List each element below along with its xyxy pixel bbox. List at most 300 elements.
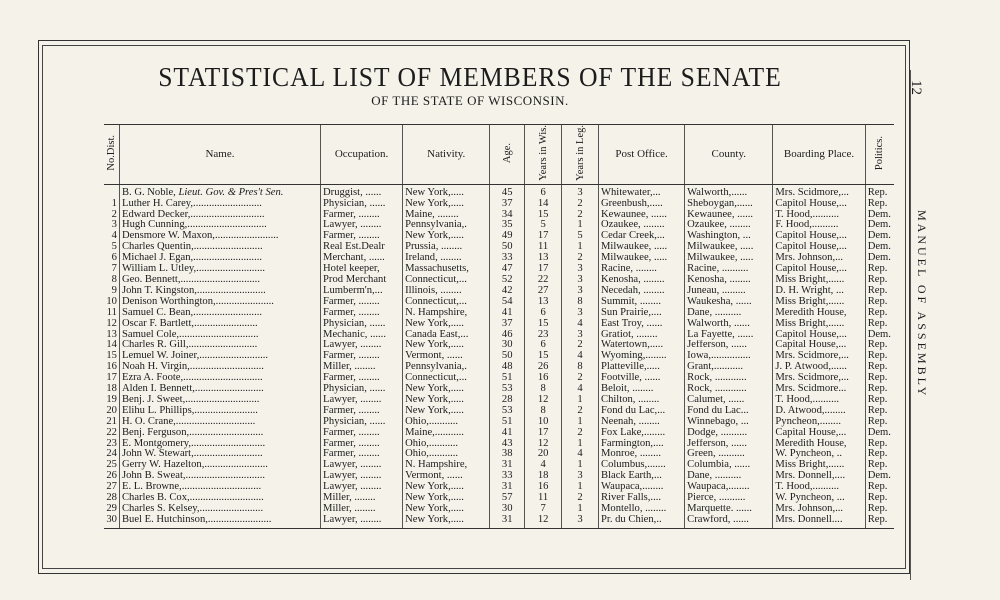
cell-politics: Dem. — [865, 231, 894, 242]
cell-name: Densmore W. Maxon,........................ — [119, 231, 320, 242]
table-row — [104, 253, 894, 264]
cell-age: 51 — [490, 417, 525, 428]
cell-politics: Rep. — [865, 308, 894, 319]
cell-politics: Dem. — [865, 253, 894, 264]
cell-years-leg: 3 — [562, 286, 599, 297]
cell-nativity: New York,..... — [403, 231, 490, 242]
cell-name: Charles Quentin,.......................... — [119, 242, 320, 253]
cell-post-office: Gratiot, ........ — [599, 330, 685, 341]
cell-occupation: Lawyer, ........ — [321, 471, 403, 482]
cell-age: 53 — [490, 406, 525, 417]
cell-boarding-place: F. Hood,.......... — [773, 220, 865, 231]
table-row — [104, 297, 894, 308]
cell-years-wis: 27 — [525, 286, 562, 297]
cell-years-wis: 23 — [525, 330, 562, 341]
cell-occupation: Lawyer, ........ — [321, 515, 403, 528]
cell-name: Ezra A. Foote,.............................. — [119, 373, 320, 384]
cell-nativity: Ohio,........... — [403, 417, 490, 428]
cell-post-office: Kenosha, ........ — [599, 275, 685, 286]
cell-age: 37 — [490, 319, 525, 330]
cell-name: Gerry W. Hazelton,........................ — [119, 460, 320, 471]
cell-nativity: Maine, ........ — [403, 210, 490, 221]
cell-years-leg: 2 — [562, 406, 599, 417]
cell-county: Iowa,............... — [685, 351, 773, 362]
cell-county: Racine, .......... — [685, 264, 773, 275]
cell-boarding-place: Mrs. Scidmore,... — [773, 351, 865, 362]
cell-years-leg: 4 — [562, 449, 599, 460]
cell-occupation: Farmer, ........ — [321, 439, 403, 450]
cell-years-leg: 4 — [562, 351, 599, 362]
cell-post-office: Whitewater,... — [599, 184, 685, 198]
cell-county: Sheboygan,...... — [685, 199, 773, 210]
cell-county: Juneau, ......... — [685, 286, 773, 297]
cell-post-office: Waupaca,........ — [599, 482, 685, 493]
cell-boarding-place: D. Atwood,........ — [773, 406, 865, 417]
cell-nativity: New York,..... — [403, 504, 490, 515]
cell-politics: Rep. — [865, 395, 894, 406]
cell-politics: Rep. — [865, 449, 894, 460]
cell-county: Rock, ............ — [685, 384, 773, 395]
cell-years-wis: 12 — [525, 515, 562, 528]
cell-years-leg: 1 — [562, 220, 599, 231]
cell-post-office: Platteville,..... — [599, 362, 685, 373]
cell-name: Noah H. Virgin,............................ — [119, 362, 320, 373]
cell-years-wis: 6 — [525, 308, 562, 319]
table-row — [104, 184, 894, 198]
table-row — [104, 231, 894, 242]
cell-years-leg: 2 — [562, 493, 599, 504]
cell-years-leg: 8 — [562, 362, 599, 373]
cell-post-office: Monroe, ........ — [599, 449, 685, 460]
cell-post-office: Wyoming,........ — [599, 351, 685, 362]
cell-years-wis: 7 — [525, 504, 562, 515]
cell-county: Walworth,...... — [685, 184, 773, 198]
cell-occupation: Physician, ...... — [321, 384, 403, 395]
cell-boarding-place: W. Pyncheon, ... — [773, 493, 865, 504]
cell-years-wis: 13 — [525, 297, 562, 308]
cell-age: 31 — [490, 482, 525, 493]
cell-age: 33 — [490, 471, 525, 482]
header-post-office: Post Office. — [599, 125, 685, 185]
cell-district: 10 — [106, 296, 117, 307]
table-row — [104, 493, 894, 504]
cell-politics: Rep. — [865, 340, 894, 351]
header-county: County. — [685, 125, 773, 185]
cell-district: 22 — [106, 427, 117, 438]
cell-years-wis: 15 — [525, 210, 562, 221]
cell-nativity: New York,..... — [403, 199, 490, 210]
cell-age: 43 — [490, 439, 525, 450]
cell-post-office: Kewaunee, ...... — [599, 210, 685, 221]
cell-years-wis: 6 — [525, 184, 562, 198]
cell-age: 50 — [490, 351, 525, 362]
cell-district: 16 — [106, 362, 117, 373]
cell-years-wis: 10 — [525, 417, 562, 428]
cell-years-leg: 2 — [562, 199, 599, 210]
cell-name: Elihu L. Phillips,........................ — [119, 406, 320, 417]
cell-name: Samuel Cole,.............................. — [119, 330, 320, 341]
cell-district: 30 — [104, 515, 119, 528]
cell-years-leg: 3 — [562, 184, 599, 198]
cell-nativity: Prussia, ........ — [403, 242, 490, 253]
cell-occupation: Farmer, ........ — [321, 406, 403, 417]
cell-boarding-place: Capitol House,... — [773, 330, 865, 341]
header-years-wis: Years in Wis. — [525, 125, 562, 185]
cell-age: 50 — [490, 242, 525, 253]
cell-post-office: Montello, ........ — [599, 504, 685, 515]
cell-name: Charles R. Gill,.......................... — [119, 340, 320, 351]
cell-years-leg: 5 — [562, 231, 599, 242]
cell-years-leg: 1 — [562, 504, 599, 515]
cell-name: Hugh Cunning,.............................. — [119, 220, 320, 231]
cell-county: Ozaukee, ........ — [685, 220, 773, 231]
cell-county: Winnebago, ... — [685, 417, 773, 428]
table-body — [104, 184, 894, 528]
cell-boarding-place: T. Hood,.......... — [773, 210, 865, 221]
cell-boarding-place: Pyncheon,........ — [773, 417, 865, 428]
cell-age: 37 — [490, 199, 525, 210]
cell-county: Washington, ... — [685, 231, 773, 242]
header-dist: No.Dist. — [104, 125, 119, 185]
cell-occupation: Lawyer, ........ — [321, 340, 403, 351]
cell-age: 35 — [490, 220, 525, 231]
cell-district: 21 — [106, 416, 117, 427]
cell-years-wis: 16 — [525, 373, 562, 384]
cell-occupation: Miller, ........ — [321, 504, 403, 515]
cell-years-wis: 6 — [525, 340, 562, 351]
cell-county: Green, .......... — [685, 449, 773, 460]
cell-years-leg: 1 — [562, 460, 599, 471]
table-row — [104, 373, 894, 384]
cell-nativity: Ireland, ........ — [403, 253, 490, 264]
cell-politics: Rep. — [865, 351, 894, 362]
cell-politics: Rep. — [865, 515, 894, 528]
header-boarding-place: Boarding Place. — [773, 125, 865, 185]
cell-post-office: Greenbush,..... — [599, 199, 685, 210]
table-row — [104, 340, 894, 351]
cell-nativity: N. Hampshire, — [403, 308, 490, 319]
cell-county: Kenosha, ........ — [685, 275, 773, 286]
cell-politics: Dem. — [865, 242, 894, 253]
cell-county: Dane, .......... — [685, 308, 773, 319]
cell-age: 41 — [490, 308, 525, 319]
cell-post-office: Milwaukee, ..... — [599, 242, 685, 253]
cell-boarding-place: T. Hood,.......... — [773, 482, 865, 493]
cell-occupation: Mechanic, ...... — [321, 330, 403, 341]
cell-county: Milwaukee, ..... — [685, 253, 773, 264]
cell-years-wis: 12 — [525, 395, 562, 406]
cell-nativity: New York,..... — [403, 406, 490, 417]
cell-occupation: Farmer, ........ — [321, 210, 403, 221]
cell-county: Fond du Lac... — [685, 406, 773, 417]
cell-name: B. G. Noble, Lieut. Gov. & Pres't Sen. — [119, 184, 320, 198]
cell-county: La Fayette, ...... — [685, 330, 773, 341]
cell-politics: Dem. — [865, 220, 894, 231]
cell-post-office: Fond du Lac,... — [599, 406, 685, 417]
cell-years-wis: 26 — [525, 362, 562, 373]
table-row — [104, 319, 894, 330]
table-row — [104, 395, 894, 406]
header-occupation: Occupation. — [321, 125, 403, 185]
table-row — [104, 199, 894, 210]
cell-post-office: Pr. du Chien,.. — [599, 515, 685, 528]
cell-years-wis: 20 — [525, 449, 562, 460]
cell-age: 42 — [490, 286, 525, 297]
table-row — [104, 417, 894, 428]
cell-age: 31 — [490, 460, 525, 471]
cell-occupation: Lawyer, ........ — [321, 460, 403, 471]
cell-name: John T. Kingston,.......................... — [119, 286, 320, 297]
cell-boarding-place: Mrs. Johnson,... — [773, 253, 865, 264]
table-row — [104, 210, 894, 221]
cell-post-office: Summit, ........ — [599, 297, 685, 308]
cell-nativity: New York,..... — [403, 184, 490, 198]
cell-boarding-place: Miss Bright,...... — [773, 319, 865, 330]
cell-post-office: Sun Prairie,.... — [599, 308, 685, 319]
cell-age: 48 — [490, 362, 525, 373]
table-row — [104, 428, 894, 439]
cell-occupation: Lawyer, ........ — [321, 482, 403, 493]
cell-nativity: New York,..... — [403, 395, 490, 406]
cell-district: 8 — [111, 274, 117, 285]
cell-occupation: Real Est.Dealr — [321, 242, 403, 253]
cell-boarding-place: Capitol House,... — [773, 231, 865, 242]
cell-nativity: N. Hampshire, — [403, 460, 490, 471]
cell-nativity: Pennsylvania,. — [403, 220, 490, 231]
table-row — [104, 351, 894, 362]
cell-occupation: Miller, ........ — [321, 493, 403, 504]
title-note: Lieut. Gov. & Pres't Sen. — [178, 186, 284, 198]
cell-politics: Dem. — [865, 428, 894, 439]
cell-years-wis: 11 — [525, 242, 562, 253]
cell-district: 24 — [106, 449, 117, 460]
cell-years-wis: 11 — [525, 493, 562, 504]
cell-name: William L. Utley,.......................... — [119, 264, 320, 275]
cell-district: 23 — [106, 438, 117, 449]
cell-county: Waupaca,........ — [685, 482, 773, 493]
cell-years-wis: 4 — [525, 460, 562, 471]
cell-county: Waukesha, ...... — [685, 297, 773, 308]
cell-name: John W. Stewart,.......................... — [119, 449, 320, 460]
cell-name: Luther H. Carey,.......................... — [119, 199, 320, 210]
cell-nativity: New York,..... — [403, 319, 490, 330]
cell-name: H. O. Crane,.............................. — [119, 417, 320, 428]
cell-district: 28 — [106, 493, 117, 504]
cell-nativity: New York,..... — [403, 384, 490, 395]
cell-politics: Rep. — [865, 264, 894, 275]
cell-name: Buel E. Hutchinson,........................ — [119, 515, 320, 528]
cell-occupation: Farmer, ........ — [321, 428, 403, 439]
table-row — [104, 504, 894, 515]
cell-years-wis: 13 — [525, 253, 562, 264]
cell-nativity: New York,..... — [403, 515, 490, 528]
cell-boarding-place: Mrs. Donnell,.... — [773, 471, 865, 482]
cell-politics: Rep. — [865, 504, 894, 515]
cell-years-leg: 4 — [562, 319, 599, 330]
cell-county: Crawford, ...... — [685, 515, 773, 528]
cell-post-office: Footville, ...... — [599, 373, 685, 384]
cell-boarding-place: Mrs. Johnson,... — [773, 504, 865, 515]
cell-district — [104, 184, 119, 198]
cell-occupation: Lumberm'n,... — [321, 286, 403, 297]
cell-district: 7 — [111, 264, 117, 275]
cell-post-office: Watertown,..... — [599, 340, 685, 351]
running-header-side: MANUEL OF ASSEMBLY — [915, 210, 929, 399]
cell-county: Walworth, ...... — [685, 319, 773, 330]
cell-district: 12 — [106, 318, 117, 329]
cell-name: Michael J. Egan,.......................... — [119, 253, 320, 264]
cell-district: 18 — [106, 384, 117, 395]
cell-boarding-place: Capital House,... — [773, 428, 865, 439]
cell-occupation: Lawyer, ........ — [321, 220, 403, 231]
cell-boarding-place: Miss Bright,...... — [773, 275, 865, 286]
cell-nativity: New York,..... — [403, 482, 490, 493]
cell-years-leg: 2 — [562, 428, 599, 439]
cell-boarding-place: Mrs. Scidmore... — [773, 384, 865, 395]
cell-name: Alden I. Bennett,.......................... — [119, 384, 320, 395]
cell-years-wis: 17 — [525, 231, 562, 242]
cell-nativity: Ohio,........... — [403, 439, 490, 450]
cell-years-wis: 8 — [525, 384, 562, 395]
cell-politics: Rep. — [865, 297, 894, 308]
table-row — [104, 482, 894, 493]
cell-politics: Rep. — [865, 493, 894, 504]
cell-post-office: Farmington,.... — [599, 439, 685, 450]
cell-county: Pierce, .......... — [685, 493, 773, 504]
cell-post-office: Beloit, ........ — [599, 384, 685, 395]
cell-district: 13 — [106, 329, 117, 340]
cell-nativity: Vermont, ...... — [403, 351, 490, 362]
cell-name: Lemuel W. Joiner,.......................... — [119, 351, 320, 362]
cell-occupation: Lawyer, ........ — [321, 395, 403, 406]
cell-county: Kewaunee, ...... — [685, 210, 773, 221]
cell-years-leg: 3 — [562, 308, 599, 319]
cell-name: Edward Decker,............................ — [119, 210, 320, 221]
table-row — [104, 308, 894, 319]
cell-politics: Dem. — [865, 330, 894, 341]
cell-district: 20 — [106, 405, 117, 416]
table-row — [104, 275, 894, 286]
cell-post-office: River Falls,.... — [599, 493, 685, 504]
cell-boarding-place: J. P. Atwood,...... — [773, 362, 865, 373]
cell-nativity: Maine,........... — [403, 428, 490, 439]
cell-county: Dodge, .......... — [685, 428, 773, 439]
cell-district: 14 — [106, 340, 117, 351]
cell-politics: Rep. — [865, 275, 894, 286]
cell-years-wis: 15 — [525, 319, 562, 330]
cell-occupation: Physician, ...... — [321, 319, 403, 330]
cell-age: 46 — [490, 330, 525, 341]
cell-post-office: Cedar Creek,... — [599, 231, 685, 242]
cell-boarding-place: Capitol House,... — [773, 242, 865, 253]
cell-years-wis: 12 — [525, 439, 562, 450]
cell-boarding-place: Capitol House,... — [773, 264, 865, 275]
cell-politics: Rep. — [865, 319, 894, 330]
cell-district: 4 — [111, 231, 117, 242]
cell-county: Milwaukee, ..... — [685, 242, 773, 253]
cell-district: 26 — [106, 471, 117, 482]
cell-name: E. Montgomery,............................ — [119, 439, 320, 450]
cell-years-leg: 2 — [562, 340, 599, 351]
header-politics: Politics. — [865, 125, 894, 185]
cell-name: Samuel C. Bean,.......................... — [119, 308, 320, 319]
cell-district: 3 — [111, 220, 117, 231]
cell-years-wis: 18 — [525, 471, 562, 482]
cell-boarding-place: Meredith House, — [773, 439, 865, 450]
cell-years-leg: 8 — [562, 297, 599, 308]
cell-county: Jefferson, ...... — [685, 439, 773, 450]
cell-boarding-place: Mrs. Donnell.... — [773, 515, 865, 528]
cell-age: 34 — [490, 210, 525, 221]
cell-years-leg: 1 — [562, 482, 599, 493]
cell-nativity: Connecticut,... — [403, 373, 490, 384]
cell-county: Jefferson, ...... — [685, 340, 773, 351]
cell-boarding-place: T. Hood,.......... — [773, 395, 865, 406]
cell-age: 51 — [490, 373, 525, 384]
page-subtitle: OF THE STATE OF WISCONSIN. — [371, 93, 569, 108]
cell-occupation: Farmer, ........ — [321, 231, 403, 242]
cell-age: 33 — [490, 253, 525, 264]
cell-politics: Dem. — [865, 471, 894, 482]
cell-boarding-place: Mrs. Scidmore,... — [773, 184, 865, 198]
table-row — [104, 242, 894, 253]
cell-post-office: East Troy, ...... — [599, 319, 685, 330]
cell-politics: Rep. — [865, 482, 894, 493]
cell-years-wis: 16 — [525, 482, 562, 493]
cell-district: 1 — [111, 198, 117, 209]
cell-politics: Dem. — [865, 210, 894, 221]
cell-name: Denison Worthington,...................... — [119, 297, 320, 308]
table-row — [104, 264, 894, 275]
cell-years-leg: 3 — [562, 515, 599, 528]
cell-district: 2 — [111, 209, 117, 220]
cell-district: 5 — [111, 242, 117, 253]
cell-occupation: Physician, ...... — [321, 199, 403, 210]
cell-post-office: Chilton, ........ — [599, 395, 685, 406]
cell-name: Oscar F. Bartlett,........................ — [119, 319, 320, 330]
cell-years-leg: 3 — [562, 275, 599, 286]
cell-district: 6 — [111, 253, 117, 264]
table-header-row — [104, 125, 894, 185]
cell-age: 49 — [490, 231, 525, 242]
table-row — [104, 439, 894, 450]
cell-boarding-place: Miss Bright,...... — [773, 460, 865, 471]
cell-county: Calumet, ...... — [685, 395, 773, 406]
cell-occupation: Physician, ...... — [321, 417, 403, 428]
cell-boarding-place: Mrs. Scidmore,... — [773, 373, 865, 384]
cell-district: 9 — [111, 285, 117, 296]
cell-name: John B. Sweat,.............................. — [119, 471, 320, 482]
cell-county: Marquette. ...... — [685, 504, 773, 515]
header-nativity: Nativity. — [403, 125, 490, 185]
cell-politics: Rep. — [865, 286, 894, 297]
page-number: 12 — [908, 80, 924, 95]
cell-occupation: Merchant, ...... — [321, 253, 403, 264]
senate-members-table — [104, 124, 894, 529]
cell-politics: Rep. — [865, 384, 894, 395]
cell-county: Columbia, ...... — [685, 460, 773, 471]
cell-occupation: Miller, ........ — [321, 362, 403, 373]
table-row — [104, 362, 894, 373]
cell-age: 57 — [490, 493, 525, 504]
cell-nativity: Massachusetts, — [403, 264, 490, 275]
cell-age: 53 — [490, 384, 525, 395]
cell-district: 11 — [106, 307, 117, 318]
cell-name: Benj. Ferguson,............................ — [119, 428, 320, 439]
cell-name: Charles B. Cox,............................ — [119, 493, 320, 504]
cell-years-leg: 3 — [562, 471, 599, 482]
cell-district: 15 — [106, 351, 117, 362]
